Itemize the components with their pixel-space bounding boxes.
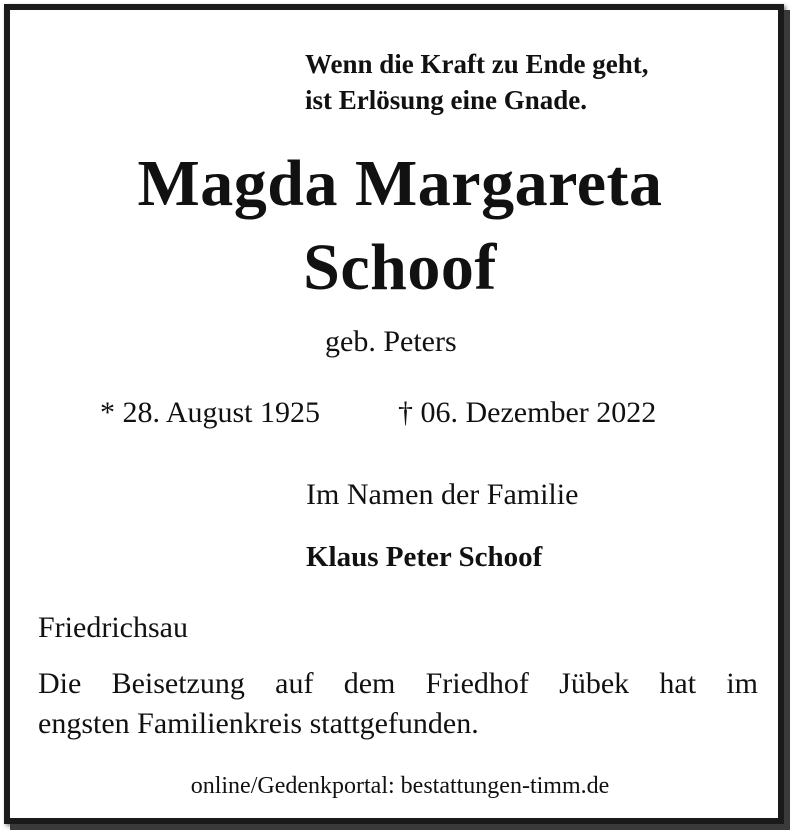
place-name: Friedrichsau <box>38 611 188 644</box>
motto-line-2: ist Erlösung eine Gnade. <box>305 85 588 115</box>
motto <box>305 46 765 118</box>
on-behalf-of-family: Im Namen der Familie <box>306 478 579 511</box>
deceased-surname: Schoof <box>303 231 497 304</box>
death-date: † 06. Dezember 2022 <box>398 396 657 429</box>
memorial-portal-link: online/Gedenkportal: bestattungen-timm.de <box>190 773 610 799</box>
birth-name: geb. Peters <box>325 325 457 358</box>
birth-date: * 28. August 1925 <box>100 396 321 429</box>
burial-note <box>38 664 758 744</box>
burial-line-2: engsten Familienkreis stattgefunden. <box>38 707 479 740</box>
signer-name: Klaus Peter Schoof <box>306 541 543 573</box>
burial-line-1: Die Beisetzung auf dem Friedhof Jübek hat im <box>38 667 758 700</box>
motto-line-1: Wenn die Kraft zu Ende geht, <box>305 49 649 79</box>
deceased-given-names: Magda Margareta <box>137 147 663 220</box>
